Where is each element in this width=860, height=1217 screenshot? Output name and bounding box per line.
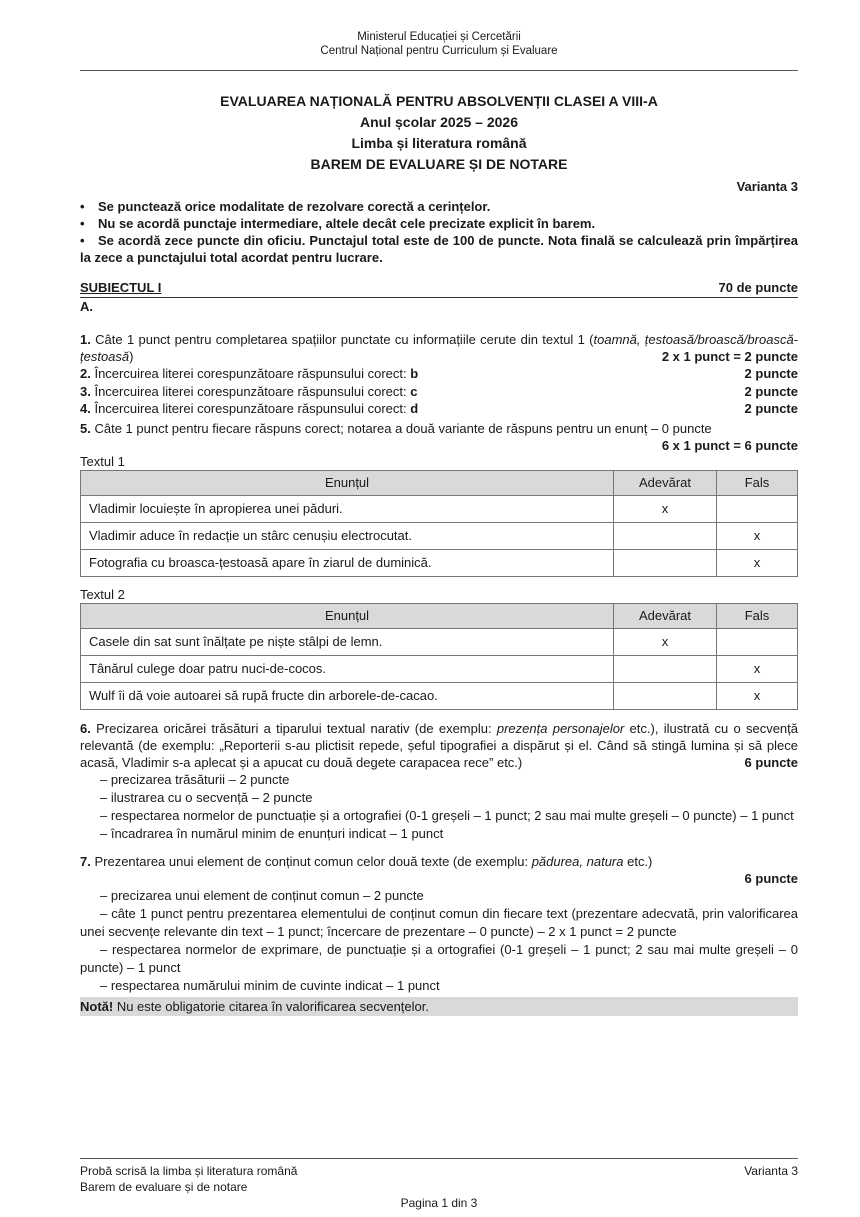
scoring-criterion: – ilustrarea cu o secvență – 2 puncte: [100, 789, 313, 805]
scoring-criterion: – precizarea trăsăturii – 2 puncte: [100, 771, 290, 787]
table-row: Casele din sat sunt înălțate pe niște stâlpi de lemn. x: [81, 628, 798, 655]
scoring-criterion: – încadrarea în numărul minim de enunțuri indicat – 1 punct: [100, 825, 444, 841]
scoring-criterion: – precizarea unui element de conținut comun – 2 puncte: [100, 887, 424, 903]
footer: [80, 1163, 798, 1195]
scoring-criterion: – câte 1 punct pentru prezentarea elementului de conținut comun din fiecare text (prezentare adecvată, prin valorificarea unei secvențe relevante din text – 1 punct; încercare de prezentare – 0 puncte) – 2 x 1 punct = 2 puncte: [80, 905, 798, 939]
subject-heading: [80, 280, 798, 298]
general-rules: [80, 198, 798, 266]
bullet-icon: •: [80, 199, 85, 214]
table-row: Vladimir aduce în redacție un stârc cenușiu electrocutat. x: [81, 522, 798, 549]
ministry-header: [80, 0, 798, 58]
header-divider: [80, 70, 798, 71]
document-titles: [80, 91, 798, 175]
question-points: 6 puncte: [744, 870, 798, 886]
column-header: Fals: [717, 603, 798, 628]
rule-item: • Se punctează orice modalitate de rezolvare corectă a cerințelor.: [80, 199, 491, 214]
table-row: Fotografia cu broasca-țestoasă apare în ziarul de duminică. x: [81, 549, 798, 576]
question-4: 4. Încercuirea literei corespunzătoare răspunsului corect: d 2 puncte: [80, 401, 798, 416]
footer-divider: [80, 1158, 798, 1159]
question-1: 1. Câte 1 punct pentru completarea spațiilor punctate cu informațiile cerute din textul 1 (toamnă, țestoasă/broască/broască-țestoasă) 2 x 1 punct = 2 puncte: [80, 332, 798, 364]
scoring-criterion: – respectarea normelor de punctuație și a ortografiei (0-1 greșeli – 1 punct; 2 sau mai multe greșeli – 0 puncte) – 1 punct: [100, 807, 794, 823]
note-box: [80, 997, 798, 1016]
subject-points: 70 de puncte: [718, 280, 798, 295]
table-row: Wulf îi dă voie autoarei să rupă fructe din arborele-de-cacao. x: [81, 682, 798, 709]
school-year: Anul școlar 2025 – 2026: [360, 114, 518, 130]
question-6: 6. Precizarea oricărei trăsături a tiparului textual narativ (de exemplu: prezența personajelor etc.), ilustrată cu o secvență relevantă (de exemplu: „Reporterii s-au plictisit repede, șeful tipografiei a dispărut și el. Când să stingă lumina și să plece acasă, Vladimir s-a aplecat și a apucat cu două degete carapacea rece” etc.) 6 puncte: [80, 720, 799, 770]
question-7: 7. Prezentarea unui element de conținut comun celor două texte (de exemplu: pădurea, natura etc.) 6 puncte: [80, 853, 798, 886]
column-header: Adevărat: [614, 470, 717, 495]
footer-exam: Probă scrisă la limba și literatura română: [80, 1164, 298, 1178]
rule-item: • Se acordă zece puncte din oficiu. Punctajul total este de 100 de puncte. Nota finală se calculează prin împărțirea la zece a punctajului total acordat pentru lucrare.: [80, 233, 798, 265]
scoring-title: BAREM DE EVALUARE ȘI DE NOTARE: [310, 156, 568, 172]
center-name: Centrul Național pentru Curriculum și Evaluare: [320, 45, 558, 57]
question-5: 5. Câte 1 punct pentru fiecare răspuns corect; notarea a două variante de răspuns pentru un enunț – 0 puncte 6 x 1 punct = 6 puncte: [80, 420, 798, 453]
question-2: 2. Încercuirea literei corespunzătoare răspunsului corect: b 2 puncte: [80, 366, 798, 381]
variant-label: Varianta 3: [736, 179, 798, 194]
column-header: Fals: [717, 470, 798, 495]
footer-doc: Barem de evaluare și de notare: [80, 1180, 248, 1194]
bullet-icon: •: [80, 216, 85, 231]
ministry-name: Ministerul Educației și Cercetării: [357, 31, 521, 43]
column-header: Adevărat: [614, 603, 717, 628]
footer-variant: Varianta 3: [744, 1164, 798, 1178]
section-label: A.: [80, 299, 93, 314]
subject-name: Limba și literatura română: [351, 135, 527, 151]
note-label: Notă!: [80, 998, 114, 1014]
scoring-criterion: – respectarea normelor de exprimare, de punctuație și a ortografiei (0-1 greșeli – 1 punct; 2 sau mai multe greșeli – 0 puncte) – 1 punct: [80, 941, 798, 975]
answer-table-text2: [80, 603, 798, 710]
subject-title: SUBIECTUL I: [80, 280, 162, 295]
table-row: Vladimir locuiește în apropierea unei păduri. x: [81, 495, 798, 522]
rule-item: • Nu se acordă punctaje intermediare, altele decât cele precizate explicit în barem.: [80, 216, 596, 231]
question-points: 2 x 1 punct = 2 puncte: [661, 349, 798, 364]
document-page: [80, 0, 798, 1217]
note-text: Nu este obligatorie citarea în valorificarea secvențelor.: [113, 998, 429, 1014]
question-3: 3. Încercuirea literei corespunzătoare răspunsului corect: c 2 puncte: [80, 383, 798, 399]
table-label: Textul 1: [80, 453, 125, 469]
question-points: 6 x 1 punct = 6 puncte: [661, 437, 798, 453]
scoring-criterion: – respectarea numărului minim de cuvinte indicat – 1 punct: [100, 977, 440, 993]
column-header: Enunțul: [81, 603, 614, 628]
exam-title: EVALUAREA NAȚIONALĂ PENTRU ABSOLVENȚII CLASEI A VIII-A: [220, 93, 658, 109]
table-label: Textul 2: [80, 586, 125, 602]
page-number: Pagina 1 din 3: [400, 1196, 478, 1210]
bullet-icon: •: [80, 233, 85, 248]
question-points: 6 puncte: [744, 754, 798, 770]
table-row: Tânărul culege doar patru nuci-de-cocos. x: [81, 655, 798, 682]
column-header: Enunțul: [81, 470, 614, 495]
answer-table-text1: [80, 470, 798, 577]
